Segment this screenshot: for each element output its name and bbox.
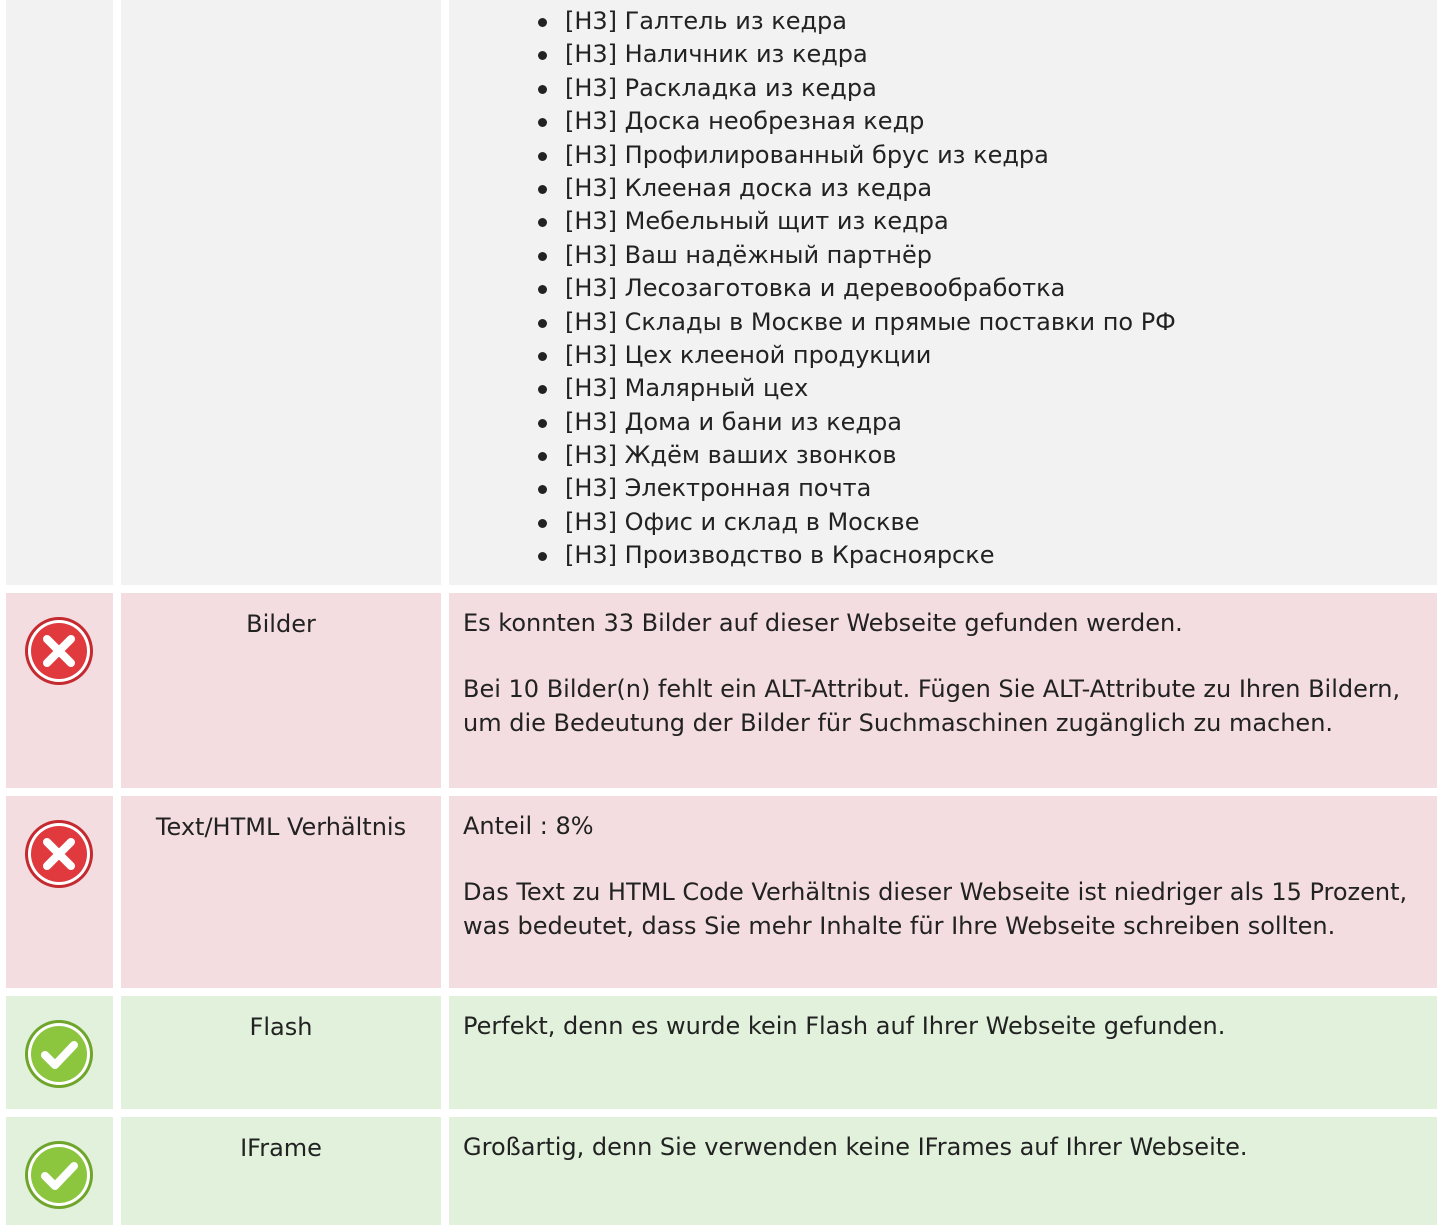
error-x-icon — [23, 818, 95, 890]
list-item: [H3] Офис и склад в Москве — [537, 506, 1176, 539]
list-item: [H3] Раскладка из кедра — [537, 72, 1176, 105]
result-cell — [449, 1117, 1437, 1225]
check-label: Text/HTML Verhältnis — [155, 813, 407, 841]
result-cell — [449, 593, 1437, 788]
check-row-text-html — [0, 796, 1446, 988]
check-result — [463, 810, 1421, 943]
result-text: Perfekt, denn es wurde kein Flash auf Ihrer Webseite gefunden. — [463, 1012, 1226, 1040]
check-row-iframe — [0, 1117, 1446, 1225]
status-cell — [6, 1117, 113, 1225]
check-icon — [23, 1139, 95, 1211]
result-text: Das Text zu HTML Code Verhältnis dieser Webseite ist niedriger als 15 Prozent, was bedeutet, dass Sie mehr Inhalte für Ihre Webseite schreiben sollten. — [463, 878, 1408, 940]
result-text: Bei 10 Bilder(n) fehlt ein ALT-Attribut. Fügen Sie ALT-Attribute zu Ihren Bildern, um die Bedeutung der Bilder für Suchmaschinen zugänglich zu machen. — [463, 675, 1401, 737]
list-item: [H3] Производство в Красноярске — [537, 539, 1176, 572]
list-item: [H3] Клееная доска из кедра — [537, 172, 1176, 205]
label-cell — [121, 0, 441, 585]
check-row-flash — [0, 996, 1446, 1109]
check-result — [463, 607, 1421, 740]
list-item: [H3] Наличник из кедра — [537, 38, 1176, 71]
check-label: Bilder — [246, 610, 316, 638]
list-item: [H3] Лесозаготовка и деревообработка — [537, 272, 1176, 305]
status-cell — [6, 996, 113, 1109]
result-text: Großartig, denn Sie verwenden keine IFrames auf Ihrer Webseite. — [463, 1133, 1248, 1161]
headings-row — [0, 0, 1446, 585]
list-item: [H3] Малярный цех — [537, 372, 1176, 405]
check-label: Flash — [249, 1013, 313, 1041]
list-item: [H3] Мебельный щит из кедра — [537, 205, 1176, 238]
check-row-bilder — [0, 593, 1446, 788]
label-cell — [121, 796, 441, 988]
status-cell — [6, 796, 113, 988]
result-text: Anteil : 8% — [463, 812, 594, 840]
list-item: [H3] Дома и бани из кедра — [537, 406, 1176, 439]
label-cell — [121, 593, 441, 788]
check-result — [463, 1010, 1421, 1043]
check-label: IFrame — [240, 1134, 322, 1162]
result-cell — [449, 996, 1437, 1109]
check-icon — [23, 1018, 95, 1090]
list-item: [H3] Склады в Москве и прямые поставки по РФ — [537, 306, 1176, 339]
check-result — [463, 1131, 1421, 1164]
status-cell — [6, 0, 113, 585]
list-item: [H3] Цех клееной продукции — [537, 339, 1176, 372]
error-x-icon — [23, 615, 95, 687]
result-text: Es konnten 33 Bilder auf dieser Webseite gefunden werden. — [463, 609, 1183, 637]
headings-cell — [449, 0, 1437, 585]
result-cell — [449, 796, 1437, 988]
list-item: [H3] Доска необрезная кедр — [537, 105, 1176, 138]
label-cell — [121, 996, 441, 1109]
list-item: [H3] Ждём ваших звонков — [537, 439, 1176, 472]
list-item: [H3] Профилированный брус из кедра — [537, 139, 1176, 172]
label-cell — [121, 1117, 441, 1225]
list-item: [H3] Галтель из кедра — [537, 5, 1176, 38]
list-item: [H3] Электронная почта — [537, 472, 1176, 505]
headings-list — [537, 5, 1176, 573]
list-item: [H3] Ваш надёжный партнёр — [537, 239, 1176, 272]
status-cell — [6, 593, 113, 788]
